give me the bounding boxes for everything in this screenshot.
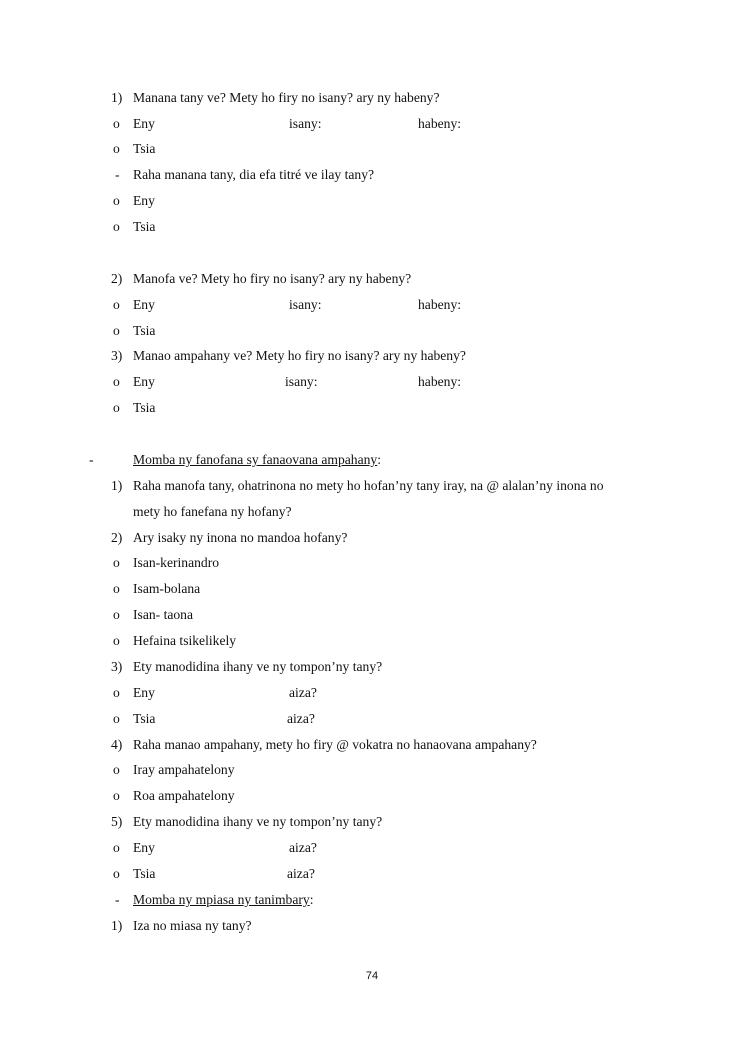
question-text: Ary isaky ny inona no mandoa hofany? [133,530,348,545]
section-heading [133,891,313,909]
aiza-label: aiza? [289,840,317,855]
list-marker: 3) [111,348,123,363]
option-text: Tsia [133,711,156,726]
question-text: Raha manofa tany, ohatrinona no mety ho hofan’ny tany iray, na @ alalan’ny inona no [133,478,604,493]
bullet-o: o [113,141,120,156]
bullet-o: o [113,374,120,389]
aiza-label: aiza? [289,685,317,700]
isany-label: isany: [285,374,318,389]
bullet-o: o [113,323,120,338]
question-text: Manana tany ve? Mety ho firy no isany? ary ny habeny? [133,90,440,105]
isany-label: isany: [289,116,322,131]
dash-marker: - [89,452,94,467]
list-marker: 3) [111,659,123,674]
option-text: Eny [133,193,155,208]
list-marker: 4) [111,737,123,752]
option-text: Eny [133,297,155,312]
option-text: Tsia [133,323,156,338]
option-text: Eny [133,374,155,389]
dash-marker: - [115,167,120,182]
list-marker: 2) [111,271,123,286]
list-marker: 1) [111,918,123,933]
bullet-o: o [113,711,120,726]
bullet-o: o [113,219,120,234]
option-text: Tsia [133,219,156,234]
question-text: Ety manodidina ihany ve ny tompon’ny tany? [133,814,383,829]
heading-colon: : [377,452,381,467]
habeny-label: habeny: [418,297,462,312]
heading-colon: : [309,892,314,907]
list-marker: 5) [111,814,123,829]
option-text: Tsia [133,141,156,156]
list-marker: 1) [111,478,123,493]
question-text: Raha manao ampahany, mety ho firy @ vokatra no hanaovana ampahany? [133,737,537,752]
bullet-o: o [113,762,120,777]
question-text: Raha manana tany, dia efa titré ve ilay tany? [133,167,375,182]
question-text: Manofa ve? Mety ho firy no isany? ary ny habeny? [133,271,412,286]
bullet-o: o [113,633,120,648]
bullet-o: o [113,555,120,570]
aiza-label: aiza? [287,866,315,881]
question-text: mety ho fanefana ny hofany? [133,504,292,519]
bullet-o: o [113,866,120,881]
isany-label: isany: [289,297,322,312]
bullet-o: o [113,607,120,622]
option-text: Eny [133,685,155,700]
question-text: Manao ampahany ve? Mety ho firy no isany? ary ny habeny? [133,348,466,363]
option-text: Isan-kerinandro [133,555,220,570]
question-text: Ety manodidina ihany ve ny tompon’ny tany? [133,659,383,674]
section-heading-text: Momba ny fanofana sy fanaovana ampahany [133,452,378,467]
option-text: Tsia [133,866,156,881]
dash-marker: - [115,892,120,907]
option-text: Iray ampahatelony [133,762,235,777]
bullet-o: o [113,788,120,803]
bullet-o: o [113,400,120,415]
option-text: Eny [133,840,155,855]
aiza-label: aiza? [287,711,315,726]
list-marker: 2) [111,530,123,545]
page-number: 74 [365,970,379,982]
section-heading [133,451,381,469]
bullet-o: o [113,116,120,131]
question-text: Iza no miasa ny tany? [133,918,252,933]
habeny-label: habeny: [418,116,462,131]
option-text: Roa ampahatelony [133,788,235,803]
option-text: Eny [133,116,155,131]
bullet-o: o [113,297,120,312]
bullet-o: o [113,840,120,855]
option-text: Isan- taona [133,607,194,622]
bullet-o: o [113,193,120,208]
bullet-o: o [113,685,120,700]
bullet-o: o [113,581,120,596]
option-text: Isam-bolana [133,581,201,596]
habeny-label: habeny: [418,374,462,389]
option-text: Tsia [133,400,156,415]
section-heading-text: Momba ny mpiasa ny tanimbary [133,892,310,907]
option-text: Hefaina tsikelikely [133,633,237,648]
list-marker: 1) [111,90,123,105]
